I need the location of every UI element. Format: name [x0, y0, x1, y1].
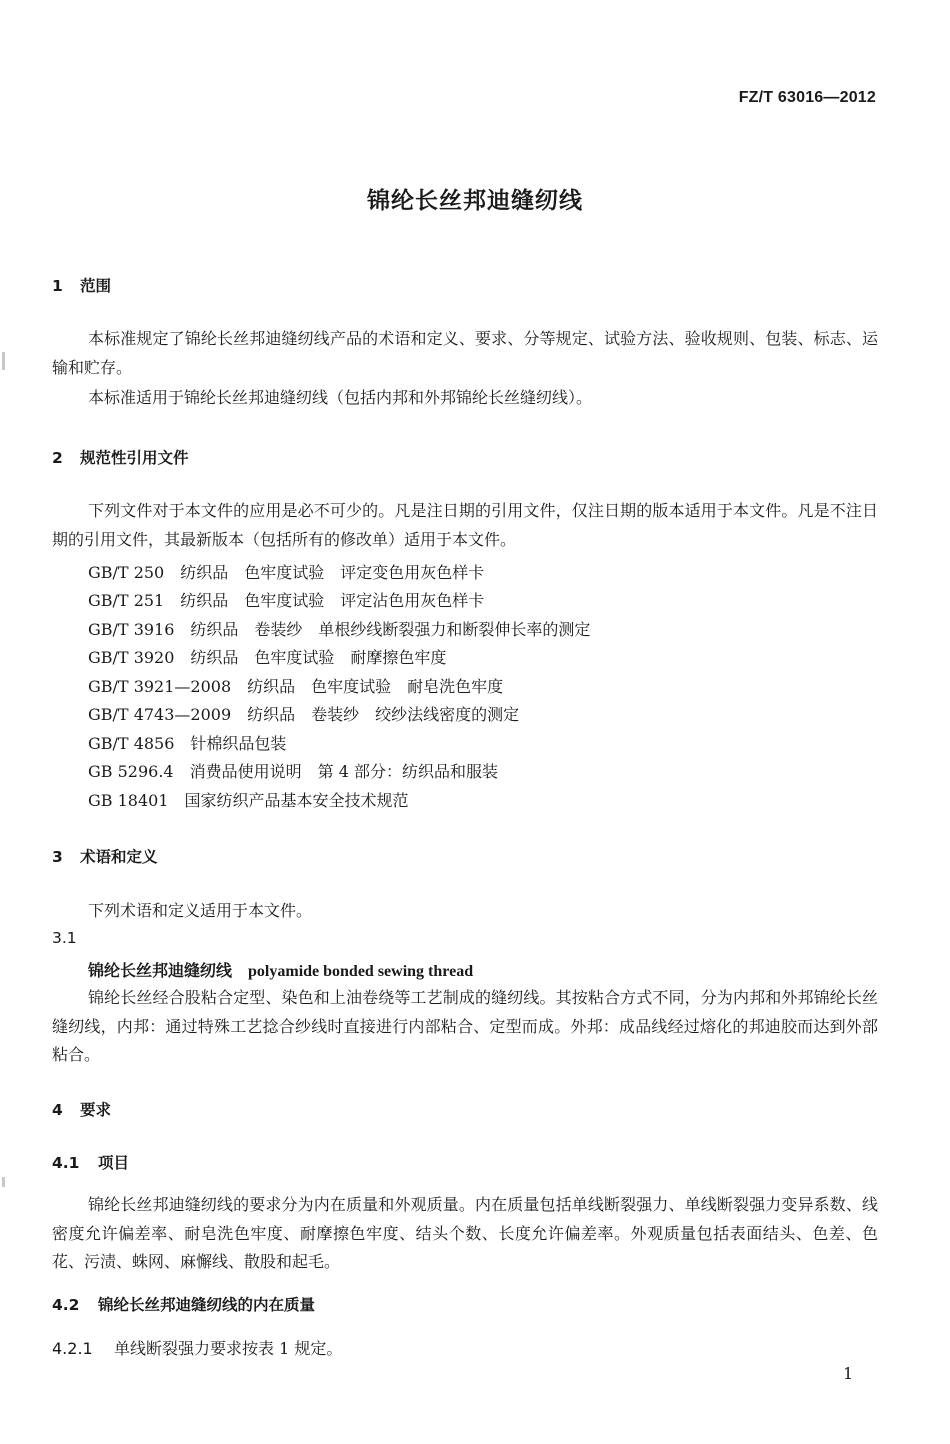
section-number: 3 — [52, 848, 63, 866]
reference-item: GB 5296.4 消费品使用说明 第 4 部分：纺织品和服装 — [88, 762, 498, 781]
section-3-heading — [52, 845, 158, 867]
section-3-paragraph-1: 下列术语和定义适用于本文件。 — [88, 901, 313, 920]
section-title: 锦纶长丝邦迪缝纫线的内在质量 — [98, 1296, 316, 1314]
reference-item: GB/T 4743—2009 纺织品 卷装纱 绞纱法线密度的测定 — [88, 705, 520, 724]
section-number: 4 — [52, 1101, 63, 1119]
page-number: 1 — [843, 1364, 854, 1383]
term-chinese: 锦纶长丝邦迪缝纫线 — [88, 961, 233, 980]
reference-item: GB/T 3921—2008 纺织品 色牢度试验 耐皂洗色牢度 — [88, 677, 504, 696]
section-1-heading — [52, 274, 111, 296]
section-1-paragraph-1: 本标准规定了锦纶长丝邦迪缝纫线产品的术语和定义、要求、分等规定、试验方法、验收规则、包装、标志、运输和贮存。 — [52, 329, 878, 377]
section-title: 项目 — [98, 1154, 130, 1172]
section-2-heading — [52, 446, 189, 468]
reference-item: GB/T 3920 纺织品 色牢度试验 耐摩擦色牢度 — [88, 648, 447, 667]
section-title: 规范性引用文件 — [80, 449, 189, 467]
section-4-2-1 — [52, 1336, 342, 1359]
section-number: 4.2 — [52, 1296, 80, 1314]
section-number: 1 — [52, 277, 63, 295]
term-english: polyamide bonded sewing thread — [248, 963, 474, 980]
section-4-1-paragraph: 锦纶长丝邦迪缝纫线的要求分为内在质量和外观质量。内在质量包括单线断裂强力、单线断裂强力变异系数、线密度允许偏差率、耐皂洗色牢度、耐摩擦色牢度、结头个数、长度允许偏差率。外观质量包括表面结头、色差、色花、污渍、蛛网、麻懈线、散股和起毛。 — [52, 1195, 878, 1271]
section-number: 4.1 — [52, 1154, 80, 1172]
scan-artifact — [2, 1177, 5, 1187]
reference-item: GB/T 250 纺织品 色牢度试验 评定变色用灰色样卡 — [88, 563, 485, 582]
term-definition: 锦纶长丝经合股粘合定型、染色和上油卷绕等工艺制成的缝纫线。其按粘合方式不同，分为内邦和外邦锦纶长丝缝纫线，内邦：通过特殊工艺捻合纱线时直接进行内部粘合、定型而成。外邦：成品线经过熔化的邦迪胶而达到外部粘合。 — [52, 988, 878, 1064]
section-title: 术语和定义 — [80, 848, 158, 866]
standard-number: FZ/T 63016—2012 — [738, 89, 876, 106]
reference-item: GB/T 251 纺织品 色牢度试验 评定沾色用灰色样卡 — [88, 591, 485, 610]
section-4-1-heading — [52, 1151, 129, 1173]
document-title: 锦纶长丝邦迪缝纫线 — [367, 188, 583, 214]
section-number: 4.2.1 — [52, 1339, 93, 1358]
section-number: 2 — [52, 449, 63, 467]
section-1-paragraph-2: 本标准适用于锦纶长丝邦迪缝纫线（包括内邦和外邦锦纶长丝缝纫线）。 — [88, 388, 593, 407]
section-title: 范围 — [80, 277, 112, 295]
scan-artifact — [2, 352, 5, 370]
section-text: 单线断裂强力要求按表 1 规定。 — [114, 1339, 343, 1358]
reference-item: GB/T 4856 针棉织品包装 — [88, 734, 287, 753]
reference-item: GB/T 3916 纺织品 卷装纱 单根纱线断裂强力和断裂伸长率的测定 — [88, 620, 591, 639]
section-title: 要求 — [80, 1101, 112, 1119]
section-2-paragraph-1: 下列文件对于本文件的应用是必不可少的。凡是注日期的引用文件，仅注日期的版本适用于本文件。凡是不注日期的引用文件，其最新版本（包括所有的修改单）适用于本文件。 — [52, 501, 878, 549]
section-4-2-heading — [52, 1293, 315, 1315]
subsection-number: 3.1 — [52, 929, 77, 947]
reference-item: GB 18401 国家纺织产品基本安全技术规范 — [88, 791, 409, 810]
section-4-heading — [52, 1098, 111, 1120]
term-entry — [88, 958, 473, 981]
